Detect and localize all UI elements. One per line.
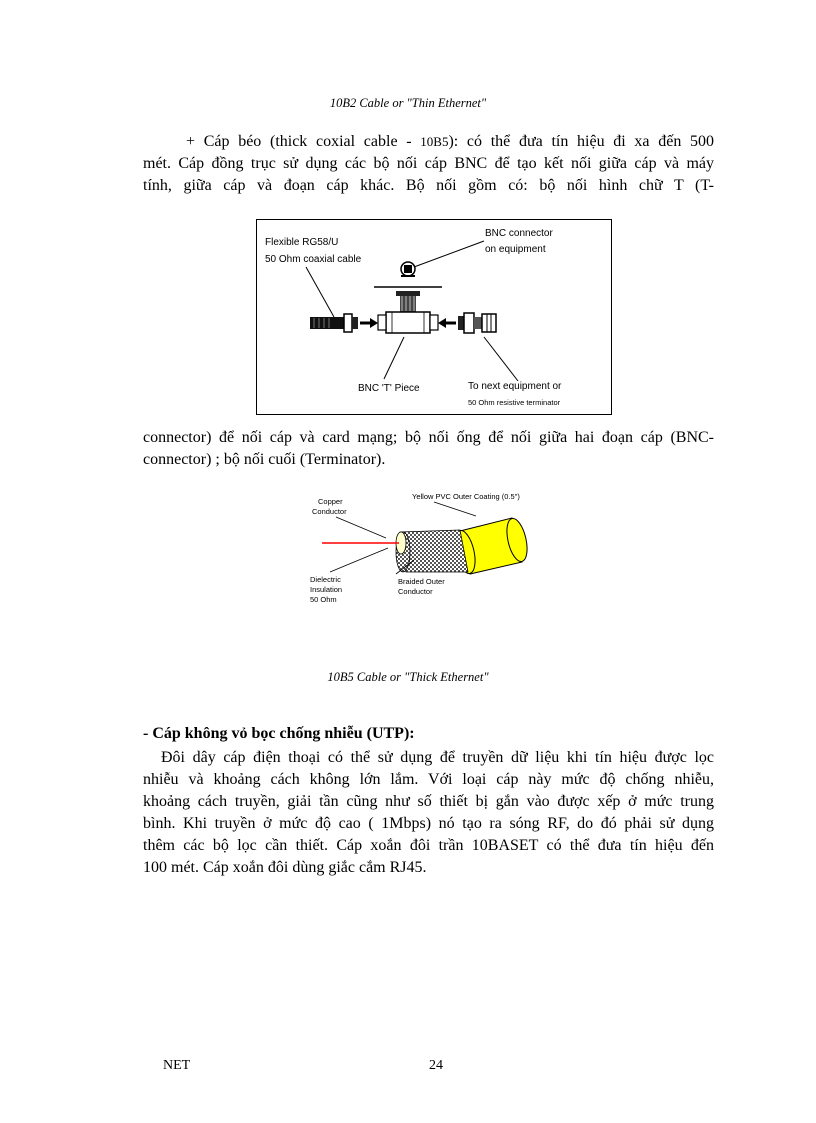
paragraph-line: thêm các bộ lọc cần thiết. Cáp xoắn đôi trần 10BASET có thể đưa tín hiệu đến: [143, 837, 714, 854]
paragraph-connectors: [143, 427, 714, 471]
label-bnc-connector: BNC connector: [485, 228, 553, 239]
label-50-ohm: 50 Ohm: [310, 595, 337, 604]
paragraph-line: connector) ; bộ nối cuối (Terminator).: [143, 451, 386, 468]
paragraph-line: + Cáp béo (thick coxial cable - 10B5): có thể đưa tín hiệu đi xa đến 500: [186, 133, 715, 150]
paragraph-line: bình. Khi truyền ở mức độ cao ( 1Mbps) nó tạo ra sóng RF, do đó phải sử dụng: [143, 815, 714, 832]
paragraph-line: khoảng cách truyền, giải tần cũng như số thiết bị gắn vào được xếp ở mức trung: [143, 793, 714, 810]
label-next-equipment: To next equipment or: [468, 381, 562, 392]
page-number: 24: [429, 1058, 443, 1073]
bnc-connector-figure: [256, 219, 612, 415]
paragraph-line: Đôi dây cáp điện thoại có thể sử dụng để truyền dữ liệu khi tín hiệu được lọc: [161, 749, 714, 766]
label-on-equipment: on equipment: [485, 244, 546, 255]
label-copper-conductor: Conductor: [312, 507, 347, 516]
caption-thin-ethernet: 10B2 Cable or "Thin Ethernet": [329, 96, 487, 110]
paragraph-line: nhiễu và khoảng cách không lớn lắm. Với loại cáp này mức độ chống nhiễu,: [143, 771, 714, 788]
label-terminator: 50 Ohm resistive terminator: [468, 398, 561, 407]
caption-thick-ethernet: 10B5 Cable or "Thick Ethernet": [327, 670, 489, 684]
paragraph-line: 100 mét. Cáp xoắn đôi dùng giắc cắm RJ45.: [143, 859, 427, 876]
code-10b5: 10B5: [420, 134, 449, 149]
paragraph-line: tính, giữa cáp và đoạn cáp khác. Bộ nối gồm có: bộ nối hình chữ T (T-: [143, 177, 714, 194]
label-braided-conductor: Conductor: [398, 587, 433, 596]
label-bnc-t-piece: BNC 'T' Piece: [358, 383, 420, 394]
footer-label: NET: [163, 1058, 191, 1073]
section-heading-utp: - Cáp không vỏ bọc chống nhiễu (UTP):: [143, 725, 415, 742]
label-insulation: Insulation: [310, 585, 343, 594]
equipment-plug-icon: [401, 262, 415, 276]
label-flexible-cable: Flexible RG58/U: [265, 237, 339, 248]
paragraph-thick-cable: [143, 131, 714, 197]
label-yellow-coating: Yellow PVC Outer Coating (0.5"): [412, 492, 520, 501]
label-braided-outer: Braided Outer: [398, 577, 445, 586]
label-dielectric: Dielectric: [310, 575, 341, 584]
paragraph-line: mét. Cáp đồng trục sử dụng các bộ nối cáp BNC để tạo kết nối giữa cáp và máy: [143, 155, 714, 172]
thick-coax-figure: [300, 488, 600, 618]
label-coax-ohm: 50 Ohm coaxial cable: [265, 254, 362, 265]
label-copper: Copper: [318, 497, 343, 506]
paragraph-line: connector) để nối cáp và card mạng; bộ nối ống để nối giữa hai đoạn cáp (BNC-: [143, 429, 714, 446]
paragraph-utp: [143, 747, 714, 879]
bnc-t-piece-icon: [378, 312, 438, 333]
